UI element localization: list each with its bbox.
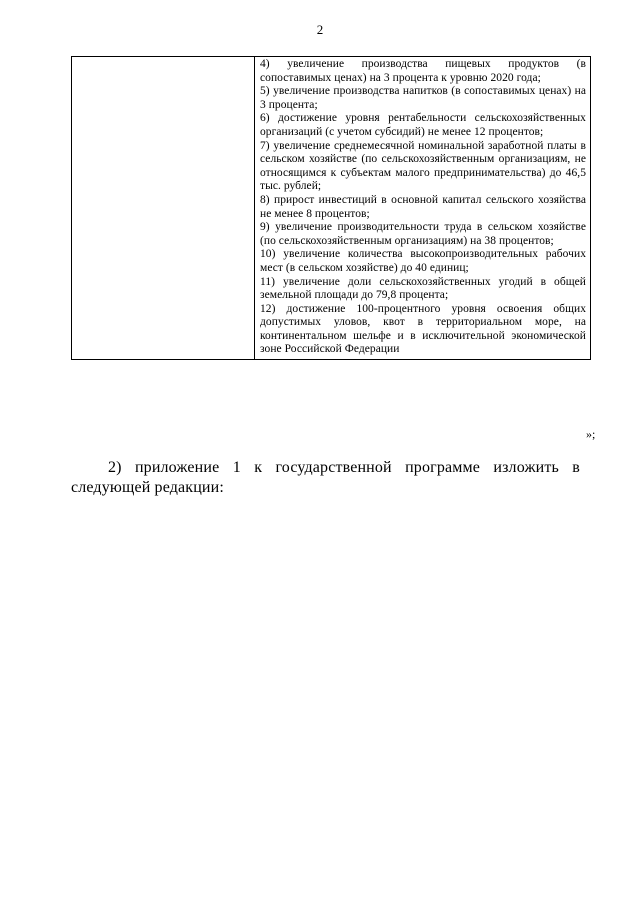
list-item: 9) увеличение производительности труда в сельском хозяйстве (по сельскохозяйственным организациям) на 38 процентов;	[260, 221, 586, 247]
list-item: 7) увеличение среднемесячной номинальной заработной платы в сельском хозяйстве (по сельскохозяйственным организациям, не относящимся к субъектам малого предпринимательства) до 46,5 тыс. рублей;	[260, 139, 586, 193]
amendment-paragraph: 2) приложение 1 к государственной программе изложить в следующей редакции:	[71, 459, 580, 496]
program-indicators-table	[71, 56, 591, 360]
list-item: 8) прирост инвестиций в основной капитал сельского хозяйства не менее 8 процентов;	[260, 193, 586, 220]
list-item: 12) достижение 100-процентного уровня освоения общих допустимых уловов, квот в территориальном море, на континентальном шельфе и в исключительной экономической зоне Российской Федерации	[260, 302, 586, 356]
table-left-cell	[72, 57, 255, 360]
list-item: 5) увеличение производства напитков (в сопоставимых ценах) на 3 процента;	[260, 85, 586, 111]
closing-quote-mark: »;	[586, 427, 596, 441]
list-item: 6) достижение уровня рентабельности сельскохозяйственных организаций (с учетом субсидий) не менее 12 процентов;	[260, 112, 586, 138]
list-item: 4) увеличение производства пищевых продуктов (в сопоставимых ценах) на 3 процента к уровню 2020 года;	[260, 58, 586, 84]
table-right-cell	[255, 57, 591, 360]
page-number: 2	[316, 22, 324, 37]
list-item: 11) увеличение доли сельскохозяйственных угодий в общей земельной площади до 79,8 процента;	[260, 275, 586, 302]
list-item: 10) увеличение количества высокопроизводительных рабочих мест (в сельском хозяйстве) до 40 единиц;	[260, 248, 586, 274]
table-row	[72, 57, 591, 360]
